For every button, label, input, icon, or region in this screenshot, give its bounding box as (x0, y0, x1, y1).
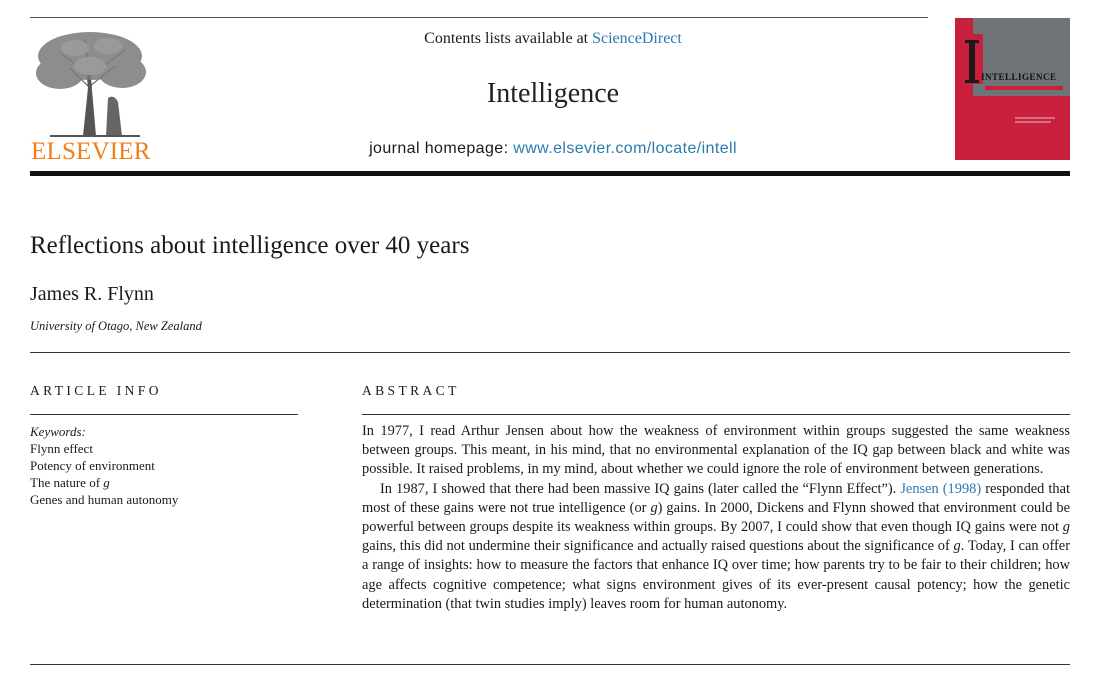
homepage-prefix: journal homepage: (369, 140, 514, 157)
abstract-bottom-rule (30, 664, 1070, 665)
homepage-link[interactable]: www.elsevier.com/locate/intell (513, 140, 737, 157)
journal-title: Intelligence (486, 78, 620, 109)
keywords-label: Keywords: (30, 424, 86, 439)
jensen-1998-citation-link[interactable]: Jensen (1998) (900, 480, 982, 497)
author-name: James R. Flynn (30, 283, 154, 305)
contents-line (290, 30, 816, 48)
header-thick-rule (30, 171, 1070, 176)
author-affiliation: University of Otago, New Zealand (30, 319, 202, 333)
elsevier-wordmark: ELSEVIER (31, 138, 151, 165)
abstract-body (362, 422, 1070, 614)
header-top-rule (30, 17, 928, 18)
keyword-item: Potency of environment (30, 458, 155, 473)
keyword-item: Genes and human autonomy (30, 492, 179, 507)
article-info-heading: ARTICLE INFO (30, 383, 162, 398)
abstract-paragraph-2: In 1987, I showed that there had been massive IQ gains (later called the “Flynn Effect”). Jensen (1998) responded that most of these gains were not true intelligence (or g) gains. In 2000, Dickens and Flynn showed that environment could be powerful between groups despite its weakness within groups. By 2007, I could show that even though IQ gains were not g gains, this did not undermine their significance and actually raised questions about the significance of g. Today, I can offer a range of insights: how to measure the factors that enhance IQ over time; how parents try to be fair to their children; how age affects cognitive competence; what signs environment gives of its ever-present causal potency; how the genetic determination (that twin studies imply) leaves room for human autonomy. (362, 480, 1070, 612)
title-divider (30, 352, 1070, 353)
abstract-heading: ABSTRACT (362, 383, 460, 398)
cover-title: INTELLIGENCE (981, 72, 1057, 82)
keyword-item: Flynn effect (30, 441, 93, 456)
abstract-rule (362, 414, 1070, 415)
journal-cover-image (955, 18, 1070, 160)
article-info-rule (30, 414, 298, 415)
keywords-list (30, 440, 178, 508)
sciencedirect-link[interactable]: ScienceDirect (592, 30, 682, 47)
homepage-line (290, 140, 816, 158)
abstract-paragraph-1: In 1977, I read Arthur Jensen about how the weakness of environment within groups suggested the same weakness between groups. This meant, in his mind, that no environmental explanation of the IQ gap between black and white was possible. It raised problems, in my mind, about whether we could ignore the role of environment between generations. (362, 423, 1070, 478)
keyword-item: The nature of g (30, 475, 110, 490)
contents-prefix: Contents lists available at (424, 30, 593, 47)
article-title: Reflections about intelligence over 40 years (30, 232, 470, 259)
